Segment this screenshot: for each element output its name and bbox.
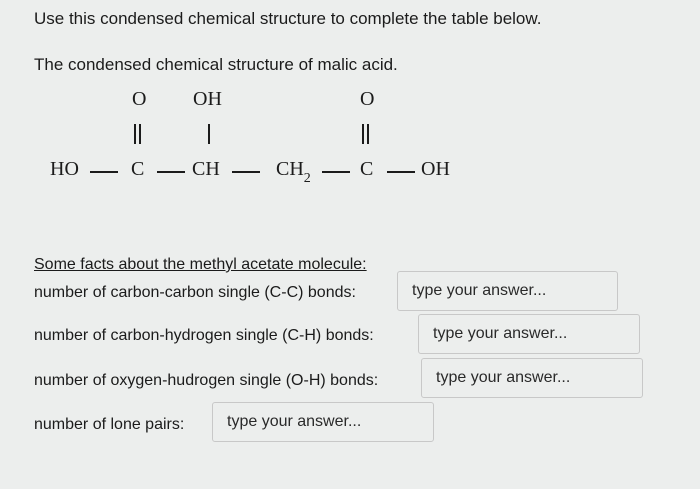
row-label-ch-bonds: number of carbon-hydrogen single (C-H) bonds: — [34, 327, 374, 344]
facts-heading: Some facts about the methyl acetate molecule: — [34, 256, 367, 273]
carbon-1: C — [131, 158, 145, 180]
instructions-text: Use this condensed chemical structure to complete the table below. — [34, 9, 542, 28]
hydroxyl-group-right: OH — [421, 158, 450, 180]
hydroxyl-group-top: OH — [193, 88, 222, 110]
ch2-subscript: 2 — [303, 171, 311, 186]
double-bond-2 — [362, 124, 369, 144]
hydroxyl-group-left: HO — [50, 158, 79, 180]
carbonyl-oxygen-2: O — [360, 88, 375, 110]
carbon-2: C — [360, 158, 374, 180]
bond-ch2-c — [322, 171, 350, 173]
answer-input-lone-pairs[interactable] — [212, 402, 434, 442]
bond-c-ch — [157, 171, 185, 173]
bond-c-oh — [387, 171, 415, 173]
ch2-group — [276, 158, 311, 186]
row-label-lone-pairs: number of lone pairs: — [34, 416, 185, 433]
ch-group: CH — [192, 158, 220, 180]
answer-input-cc-bonds[interactable] — [397, 271, 618, 311]
carbonyl-oxygen-1: O — [132, 88, 147, 110]
bond-ch-ch2 — [232, 171, 260, 173]
double-bond-1 — [134, 124, 141, 144]
ch2-main: CH — [276, 158, 304, 180]
bond-ho-c — [90, 171, 118, 173]
answer-input-oh-bonds[interactable] — [421, 358, 643, 398]
row-label-oh-bonds: number of oxygen-hudrogen single (O-H) bonds: — [34, 372, 379, 389]
row-label-cc-bonds: number of carbon-carbon single (C-C) bonds: — [34, 284, 356, 301]
answer-input-ch-bonds[interactable] — [418, 314, 640, 354]
structure-caption: The condensed chemical structure of malic acid. — [34, 55, 398, 74]
single-bond-oh — [208, 124, 210, 144]
